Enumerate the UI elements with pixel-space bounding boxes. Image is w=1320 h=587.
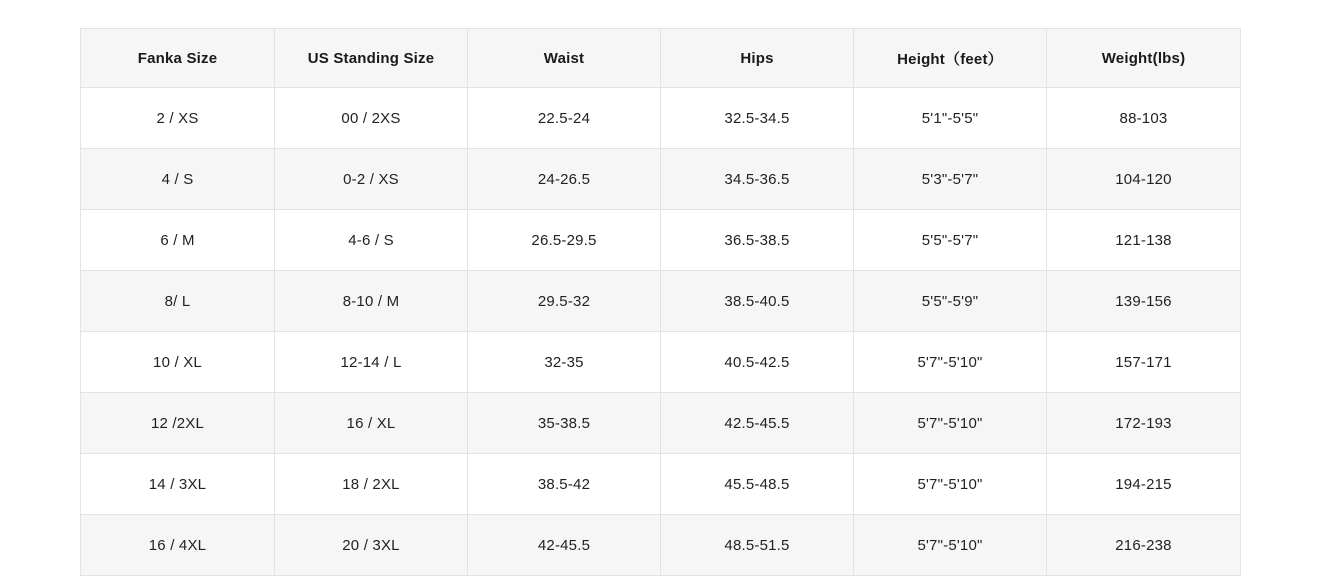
cell-height: 5'7"-5'10" bbox=[854, 454, 1047, 515]
cell-waist: 42-45.5 bbox=[468, 515, 661, 576]
cell-height: 5'7"-5'10" bbox=[854, 332, 1047, 393]
table-header bbox=[81, 29, 1241, 88]
cell-hips: 45.5-48.5 bbox=[661, 454, 854, 515]
cell-fanka-size: 4 / S bbox=[81, 149, 275, 210]
cell-hips: 38.5-40.5 bbox=[661, 271, 854, 332]
cell-height: 5'3"-5'7" bbox=[854, 149, 1047, 210]
cell-height: 5'5"-5'7" bbox=[854, 210, 1047, 271]
table-row bbox=[81, 149, 1241, 210]
cell-hips: 40.5-42.5 bbox=[661, 332, 854, 393]
cell-waist: 35-38.5 bbox=[468, 393, 661, 454]
cell-height: 5'5"-5'9" bbox=[854, 271, 1047, 332]
cell-fanka-size: 14 / 3XL bbox=[81, 454, 275, 515]
cell-height: 5'1"-5'5" bbox=[854, 88, 1047, 149]
table-header-row bbox=[81, 29, 1241, 88]
cell-hips: 42.5-45.5 bbox=[661, 393, 854, 454]
cell-waist: 32-35 bbox=[468, 332, 661, 393]
cell-fanka-size: 16 / 4XL bbox=[81, 515, 275, 576]
cell-fanka-size: 6 / M bbox=[81, 210, 275, 271]
cell-weight: 172-193 bbox=[1047, 393, 1241, 454]
cell-waist: 38.5-42 bbox=[468, 454, 661, 515]
cell-us-standing-size: 00 / 2XS bbox=[275, 88, 468, 149]
cell-weight: 88-103 bbox=[1047, 88, 1241, 149]
table-row bbox=[81, 88, 1241, 149]
table-row bbox=[81, 210, 1241, 271]
cell-weight: 121-138 bbox=[1047, 210, 1241, 271]
cell-hips: 48.5-51.5 bbox=[661, 515, 854, 576]
cell-us-standing-size: 8-10 / M bbox=[275, 271, 468, 332]
table-row bbox=[81, 271, 1241, 332]
cell-hips: 36.5-38.5 bbox=[661, 210, 854, 271]
cell-hips: 34.5-36.5 bbox=[661, 149, 854, 210]
cell-fanka-size: 2 / XS bbox=[81, 88, 275, 149]
cell-fanka-size: 8/ L bbox=[81, 271, 275, 332]
size-chart-container bbox=[80, 28, 1240, 576]
column-header-us-standing-size: US Standing Size bbox=[275, 29, 468, 88]
cell-fanka-size: 10 / XL bbox=[81, 332, 275, 393]
cell-weight: 104-120 bbox=[1047, 149, 1241, 210]
column-header-fanka-size: Fanka Size bbox=[81, 29, 275, 88]
cell-fanka-size: 12 /2XL bbox=[81, 393, 275, 454]
cell-weight: 216-238 bbox=[1047, 515, 1241, 576]
cell-height: 5'7"-5'10" bbox=[854, 393, 1047, 454]
table-row bbox=[81, 454, 1241, 515]
cell-weight: 157-171 bbox=[1047, 332, 1241, 393]
column-header-waist: Waist bbox=[468, 29, 661, 88]
cell-waist: 22.5-24 bbox=[468, 88, 661, 149]
table-row bbox=[81, 332, 1241, 393]
cell-us-standing-size: 16 / XL bbox=[275, 393, 468, 454]
table-row bbox=[81, 515, 1241, 576]
column-header-hips: Hips bbox=[661, 29, 854, 88]
cell-weight: 194-215 bbox=[1047, 454, 1241, 515]
cell-us-standing-size: 4-6 / S bbox=[275, 210, 468, 271]
table-row bbox=[81, 393, 1241, 454]
cell-us-standing-size: 0-2 / XS bbox=[275, 149, 468, 210]
cell-us-standing-size: 18 / 2XL bbox=[275, 454, 468, 515]
size-chart-table bbox=[80, 28, 1241, 576]
cell-weight: 139-156 bbox=[1047, 271, 1241, 332]
cell-waist: 24-26.5 bbox=[468, 149, 661, 210]
cell-height: 5'7"-5'10" bbox=[854, 515, 1047, 576]
table-body bbox=[81, 88, 1241, 576]
cell-us-standing-size: 20 / 3XL bbox=[275, 515, 468, 576]
cell-waist: 29.5-32 bbox=[468, 271, 661, 332]
cell-waist: 26.5-29.5 bbox=[468, 210, 661, 271]
cell-us-standing-size: 12-14 / L bbox=[275, 332, 468, 393]
cell-hips: 32.5-34.5 bbox=[661, 88, 854, 149]
column-header-height: Height（feet） bbox=[854, 29, 1047, 88]
column-header-weight: Weight(lbs) bbox=[1047, 29, 1241, 88]
